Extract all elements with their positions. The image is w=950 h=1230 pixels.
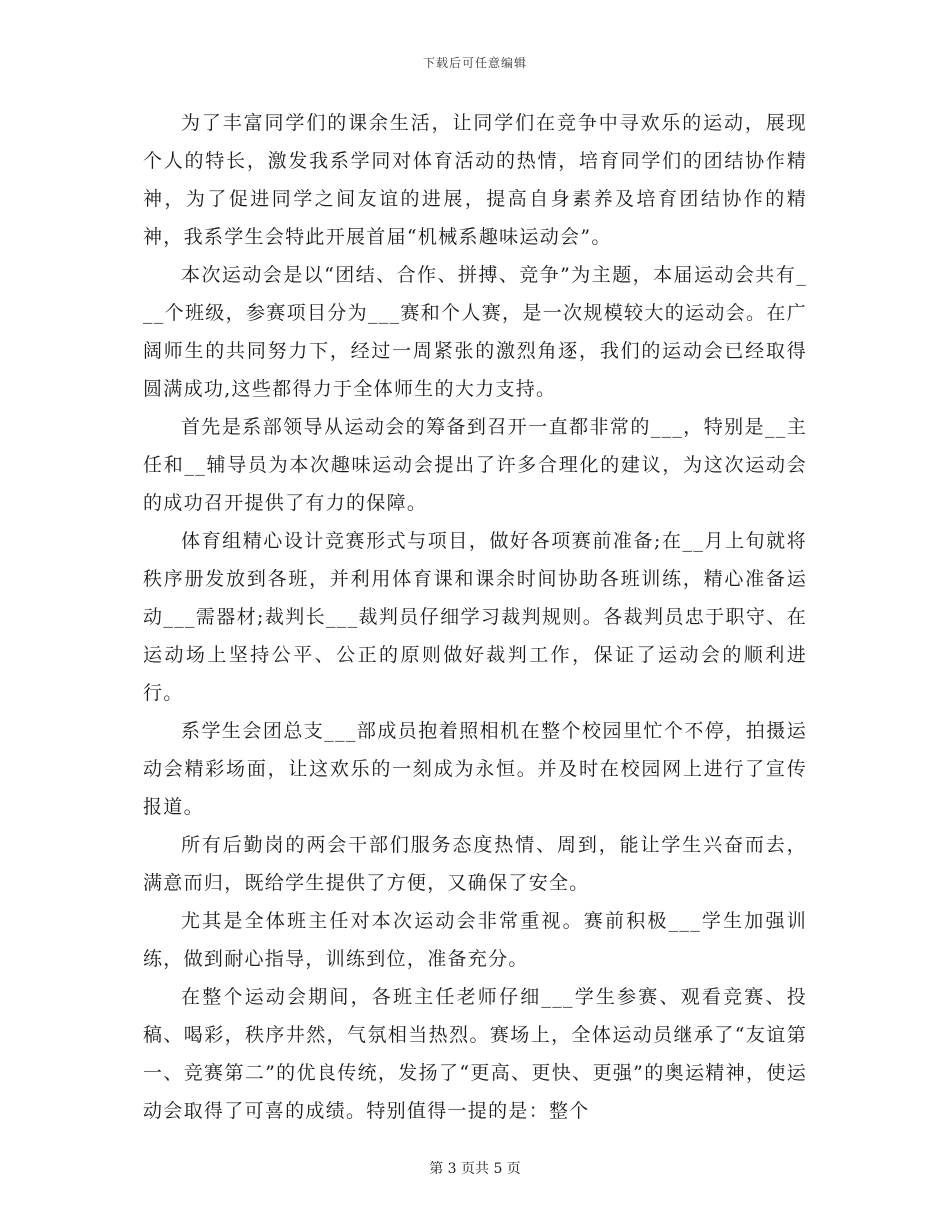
document-body bbox=[143, 104, 807, 1130]
paragraph-4: 体育组精心设计竞赛形式与项目，做好各项赛前准备;在__月上旬就将秩序册发放到各班，并利用体育课和课余时间协助各班训练，精心准备运动___需器材;裁判长___裁判员仔细学习裁判规则。各裁判员忠于职守、在运动场上坚持公平、公正的原则做好裁判工作，保证了运动会的顺利进行。 bbox=[143, 530, 807, 704]
paragraph-7: 尤其是全体班主任对本次运动会非常重视。赛前积极___学生加强训练，做到耐心指导，训练到位，准备充分。 bbox=[143, 910, 807, 970]
paragraph-5: 系学生会团总支___部成员抱着照相机在整个校园里忙个不停，拍摄运动会精彩场面，让这欢乐的一刻成为永恒。并及时在校园网上进行了宣传报道。 bbox=[143, 720, 807, 818]
paragraph-3: 首先是系部领导从运动会的筹备到召开一直都非常的___，特别是__主任和__辅导员为本次趣味运动会提出了许多合理化的建议，为这次运动会的成功召开提供了有力的保障。 bbox=[143, 416, 807, 514]
page-number: 第 3 页共 5 页 bbox=[429, 1161, 521, 1177]
paragraph-8: 在整个运动会期间，各班主任老师仔细___学生参赛、观看竞赛、投稿、喝彩，秩序井然，气氛相当热烈。赛场上，全体运动员继承了“友谊第一、竞赛第二”的优良传统，发扬了“更高、更快、更强”的奥运精神，使运动会取得了可喜的成绩。特别值得一提的是：整个 bbox=[143, 986, 807, 1122]
paragraph-2: 本次运动会是以“团结、合作、拼搏、竞争”为主题，本届运动会共有___个班级，参赛项目分为___赛和个人赛，是一次规模较大的运动会。在广阔师生的共同努力下，经过一周紧张的激烈角逐，我们的运动会已经取得圆满成功,这些都得力于全体师生的大力支持。 bbox=[143, 264, 807, 400]
page-header: 下载后可任意编辑 bbox=[422, 56, 527, 70]
paragraph-6: 所有后勤岗的两会干部们服务态度热情、周到，能让学生兴奋而去，满意而归，既给学生提供了方便，又确保了安全。 bbox=[143, 834, 807, 894]
paragraph-1: 为了丰富同学们的课余生活，让同学们在竞争中寻欢乐的运动，展现个人的特长，激发我系学同对体育活动的热情，培育同学们的团结协作精神，为了促进同学之间友谊的进展，提高自身素养及培育团结协作的精神，我系学生会特此开展首届“机械系趣味运动会”。 bbox=[143, 112, 807, 248]
